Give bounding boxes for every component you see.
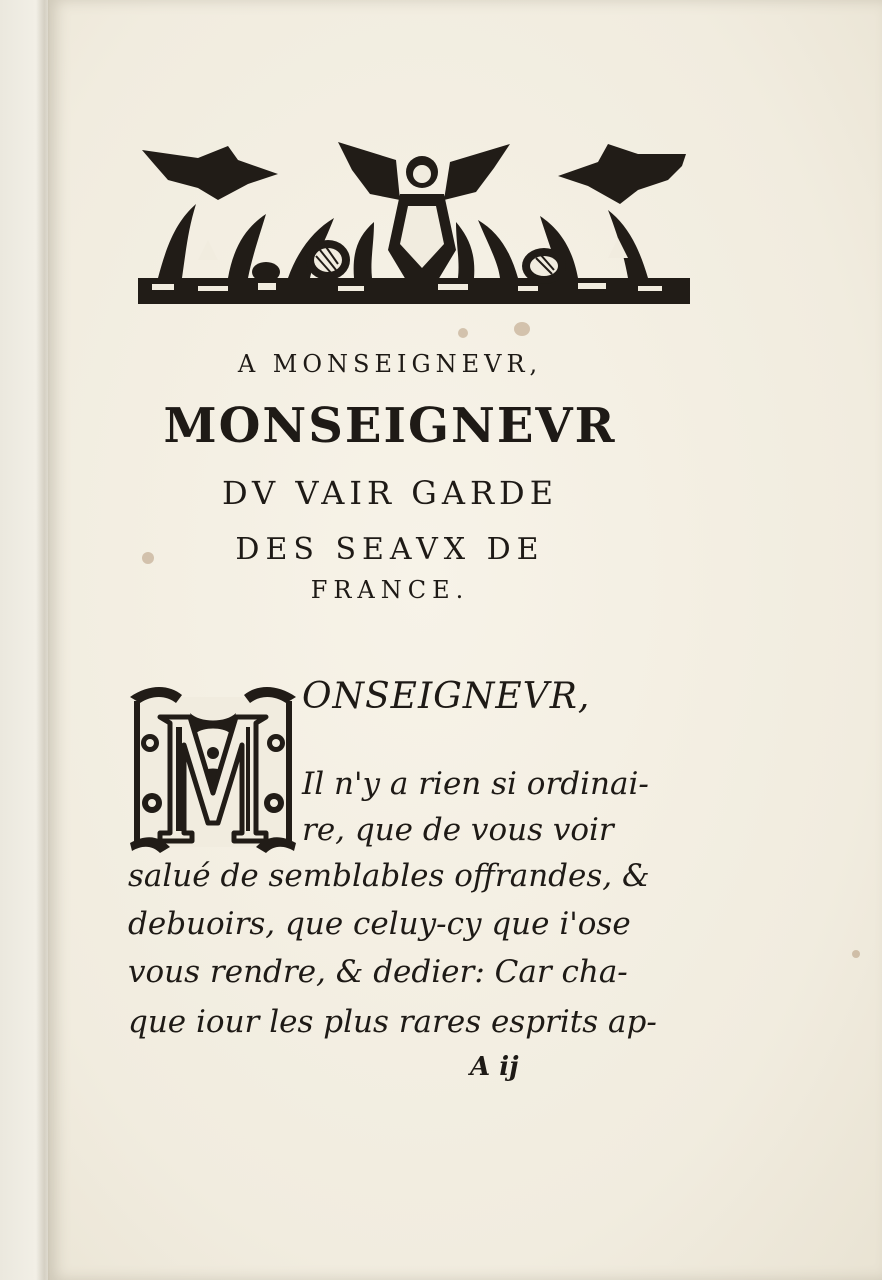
heading-line-5: FRANCE. (310, 576, 470, 604)
signature-mark: A ij (470, 1052, 519, 1082)
body-text-line: salué de semblables offrandes, & (128, 858, 650, 894)
decorated-initial-m-icon (130, 683, 296, 853)
heading-line-4: DES SEAVX DE (235, 532, 545, 567)
heading-line-1: A MONSEIGNEVR, (237, 350, 543, 378)
woodcut-headpiece-ornament (138, 140, 690, 306)
foxing-spot (852, 950, 860, 958)
salutation: ONSEIGNEVR, (302, 676, 591, 717)
body-text-line: Il n'y a rien si ordinai- (302, 766, 649, 802)
heading-line-2: MONSEIGNEVR (163, 398, 617, 454)
body-text-line: que iour les plus rares esprits ap- (128, 1004, 657, 1040)
body-text-line: debuoirs, que celuy-cy que i'ose (128, 906, 631, 942)
body-text-line: re, que de vous voir (302, 812, 614, 848)
body-text-line: vous rendre, & dedier: Car cha- (128, 954, 628, 990)
page-gutter-shadow (36, 0, 50, 1280)
heading-line-3: DV VAIR GARDE (221, 474, 559, 512)
foxing-spot (514, 322, 530, 336)
foxing-spot (458, 328, 468, 338)
